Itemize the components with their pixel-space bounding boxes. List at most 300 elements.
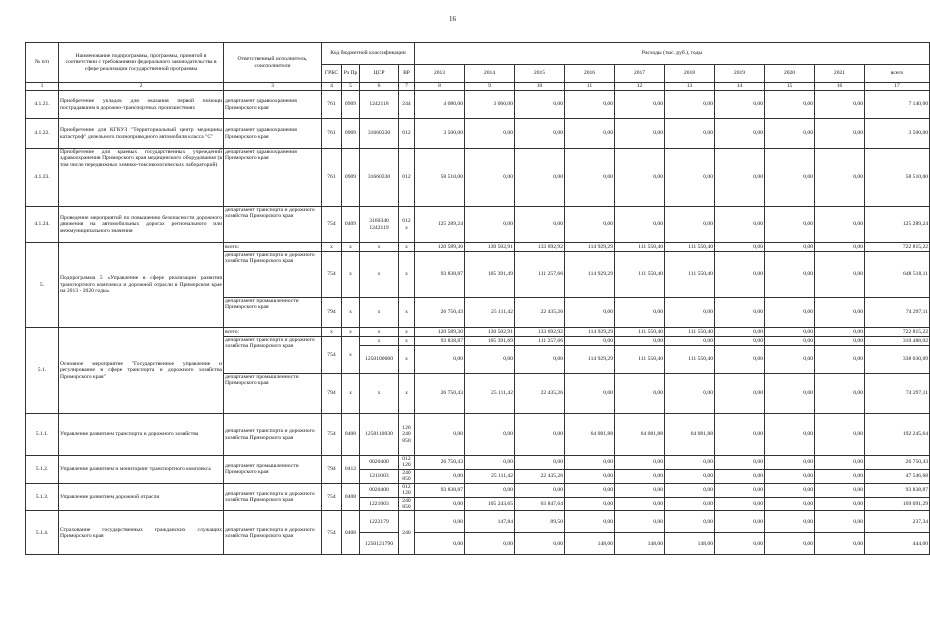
row-value: 0,00 (565, 91, 615, 119)
row-value: 0,00 (765, 149, 815, 207)
col-number: 1 (26, 83, 59, 91)
row-value: 130 502,91 (465, 328, 515, 337)
row-value: 0,00 (465, 119, 515, 149)
row-executor: департамент здравоохранения Приморского края (224, 119, 322, 149)
row-value: 64 081,88 (665, 414, 715, 456)
row-csr: 1242118 (360, 91, 399, 119)
row-value: 0,00 (715, 456, 765, 470)
row-grbs: 754 (322, 252, 342, 298)
row-value: 58 510,00 (415, 149, 465, 207)
row-rzpr: 0909 (342, 119, 360, 149)
row-total: 74 297,11 (865, 374, 930, 414)
row-rzpr: x (342, 374, 360, 414)
row-value: 0,00 (715, 497, 765, 511)
row-vr-line: 012 (402, 218, 411, 225)
row-value: 0,00 (815, 414, 865, 456)
row-value: 0,00 (815, 456, 865, 470)
row-value: 0,00 (515, 456, 565, 470)
row-value: 25 111,42 (465, 298, 515, 328)
row-vr: x (399, 298, 415, 328)
row-grbs: 761 (322, 149, 342, 207)
row-csr: x (360, 298, 399, 328)
row-value: 0,00 (715, 469, 765, 483)
row-csr: 1250110030 (360, 414, 399, 456)
header-code-group: Код бюджетной классификации (322, 43, 415, 65)
row-name: Управление развитием дорожной отрасли (59, 483, 224, 511)
row-value: 0,00 (615, 456, 665, 470)
row-value: 0,00 (565, 149, 615, 207)
row-value: 26 750,43 (415, 298, 465, 328)
table-row (26, 328, 930, 337)
row-value: 0,00 (665, 511, 715, 533)
row-value: 0,00 (815, 91, 865, 119)
row-value: 0,00 (615, 497, 665, 511)
row-value: 0,00 (465, 207, 515, 243)
row-value: 111 550,40 (665, 346, 715, 374)
row-num: 5.1.3. (26, 483, 59, 511)
col-number: 4 (322, 83, 342, 91)
row-value: 0,00 (465, 346, 515, 374)
col-number: 12 (615, 83, 665, 91)
row-num: 4.1.22. (26, 119, 59, 149)
row-value: 0,00 (415, 469, 465, 483)
row-value: 0,00 (715, 207, 765, 243)
row-name: Подпрограмма 5 «Управление в сфере реализации развития транспортного комплекса и дорожной отрасли в Приморском крае на 2013 - 2020 годы» (59, 243, 224, 328)
row-total: 47 546,68 (865, 469, 930, 483)
row-value: 93 838,87 (415, 252, 465, 298)
row-name: Приобретение укладок для оказания первой помощи пострадавшим в дорожно-транспортных происшествиях (59, 91, 224, 119)
row-value: 111 550,40 (615, 346, 665, 374)
row-value: 64 081,88 (615, 414, 665, 456)
row-value: 0,00 (715, 414, 765, 456)
row-value: 111 550,40 (615, 328, 665, 337)
header-year: 2017 (615, 65, 665, 83)
row-csr: x (360, 328, 399, 337)
row-value: 120 589,30 (415, 328, 465, 337)
row-value: 0,00 (465, 533, 515, 555)
row-vr: 012 (399, 119, 415, 149)
row-value: 0,00 (715, 119, 765, 149)
row-vr: x (399, 337, 415, 346)
row-grbs: 761 (322, 119, 342, 149)
col-number: 11 (565, 83, 615, 91)
row-vr: 120 240 850 (399, 414, 415, 456)
row-value: 133 692,92 (515, 328, 565, 337)
row-value: 0,00 (665, 91, 715, 119)
row-total: 648 518,11 (865, 252, 930, 298)
row-value: 0,00 (515, 149, 565, 207)
row-value: 0,00 (415, 346, 465, 374)
row-csr: x (360, 374, 399, 414)
row-name: Управление развитием транспорта и дорожного хозяйства (59, 414, 224, 456)
row-value: 0,00 (515, 346, 565, 374)
row-rzpr: 0408 (342, 483, 360, 511)
table-row (26, 511, 930, 533)
row-value: 0,00 (815, 346, 865, 374)
row-value: 0,00 (815, 119, 865, 149)
col-number: 17 (865, 83, 930, 91)
row-csr (360, 207, 399, 243)
row-value: 114 929,29 (565, 252, 615, 298)
row-value: 0,00 (615, 149, 665, 207)
header-year: 2020 (765, 65, 815, 83)
row-value: 0,00 (615, 374, 665, 414)
row-value: 0,00 (565, 511, 615, 533)
row-total: 26 750,43 (865, 456, 930, 470)
row-value: 114 929,29 (565, 346, 615, 374)
row-value: 125 289,24 (415, 207, 465, 243)
row-name: Приобретение для КГКУЗ "Территориальный центр медицины катастроф" дизельного полноприводного автомобиля класса "С" (59, 119, 224, 149)
col-number: 15 (765, 83, 815, 91)
row-value: 0,00 (665, 298, 715, 328)
row-value: 0,00 (415, 511, 465, 533)
row-name: Основное мероприятие "Государственное управление и регулирование в сфере транспорта и дорожного хозяйства Приморского края" (59, 328, 224, 414)
row-rzpr: x (342, 243, 360, 252)
row-value: 0,00 (815, 511, 865, 533)
row-num: 5.1.1. (26, 414, 59, 456)
row-value: 148,00 (565, 533, 615, 555)
row-value: 0,00 (665, 207, 715, 243)
row-value: 26 750,43 (415, 374, 465, 414)
row-value: 114 929,29 (565, 328, 615, 337)
row-value: 64 081,88 (565, 414, 615, 456)
header-name: Наименование подпрограммы, программы, принятой в соответствии с требованиями федерального законодательства в сфере реализации государственной программы (59, 43, 224, 83)
row-csr: x (360, 337, 399, 346)
row-value: 0,00 (565, 337, 615, 346)
row-executor: всего: (224, 243, 322, 252)
row-value: 0,00 (765, 469, 815, 483)
header-total: всего (865, 65, 930, 83)
col-number: 5 (342, 83, 360, 91)
row-value: 0,00 (765, 207, 815, 243)
row-value: 0,00 (515, 483, 565, 497)
row-value: 0,00 (565, 497, 615, 511)
row-value: 0,00 (615, 207, 665, 243)
row-value: 0,00 (765, 119, 815, 149)
row-total: 169 091,29 (865, 497, 930, 511)
row-total: 722 815,22 (865, 243, 930, 252)
row-total: 338 030,09 (865, 346, 930, 374)
row-grbs: 794 (322, 374, 342, 414)
col-number: 7 (399, 83, 415, 91)
row-value: 0,00 (615, 469, 665, 483)
row-num: 5.1.4. (26, 511, 59, 555)
row-value: 147,84 (465, 511, 515, 533)
row-total: 444,00 (865, 533, 930, 555)
row-grbs: x (322, 243, 342, 252)
row-vr-line: x (405, 224, 408, 231)
row-value: 0,00 (515, 207, 565, 243)
row-value: 0,00 (615, 337, 665, 346)
header-year: 2016 (565, 65, 615, 83)
row-value: 0,00 (765, 346, 815, 374)
row-num: 5.1.2. (26, 456, 59, 484)
row-value: 0,00 (815, 497, 865, 511)
row-num: 4.1.24. (26, 207, 59, 243)
row-value: 0,00 (515, 533, 565, 555)
row-value: 0,00 (565, 483, 615, 497)
row-csr-line: 1242119 (369, 224, 389, 231)
row-value: 0,00 (765, 91, 815, 119)
row-value: 22 435,26 (515, 374, 565, 414)
row-value: 0,00 (715, 511, 765, 533)
row-value: 0,00 (715, 374, 765, 414)
row-num: 5. (26, 243, 59, 328)
row-value: 0,00 (815, 483, 865, 497)
row-value: 0,00 (665, 456, 715, 470)
row-vr (399, 207, 415, 243)
column-number-row (26, 83, 930, 91)
row-value: 0,00 (415, 497, 465, 511)
row-value: 0,00 (615, 483, 665, 497)
row-value: 0,00 (765, 483, 815, 497)
row-value: 0,00 (665, 374, 715, 414)
row-csr: 1211003 (360, 469, 399, 483)
row-grbs: x (322, 328, 342, 337)
row-executor: департамент промышленности Приморского края (224, 374, 322, 414)
row-grbs: 754 (322, 511, 342, 555)
row-executor: департамент здравоохранения Приморского края (224, 91, 322, 119)
row-csr: 1221003 (360, 497, 399, 511)
row-value: 0,00 (565, 374, 615, 414)
row-rzpr: x (342, 298, 360, 328)
row-value: 0,00 (715, 328, 765, 337)
row-csr: 0020400 (360, 456, 399, 470)
row-vr: 244 (399, 91, 415, 119)
row-executor: департамент транспорта и дорожного хозяйства Приморского края (224, 414, 322, 456)
row-value: 63 847,64 (515, 497, 565, 511)
header-grbs: ГРБС (322, 65, 342, 83)
row-total: 310 488,02 (865, 337, 930, 346)
row-executor: всего: (224, 328, 322, 337)
row-executor: департамент здравоохранения Приморского края (224, 149, 322, 207)
row-csr: 31660330 (360, 149, 399, 207)
row-value: 0,00 (715, 337, 765, 346)
row-value: 0,00 (765, 337, 815, 346)
col-number: 8 (415, 83, 465, 91)
row-value: 105 391,69 (465, 337, 515, 346)
row-value: 111 550,40 (665, 243, 715, 252)
row-rzpr: x (342, 252, 360, 298)
col-number: 9 (465, 83, 515, 91)
row-num: 4.1.23. (26, 149, 59, 207)
row-vr: x (399, 346, 415, 374)
row-rzpr: 0412 (342, 456, 360, 484)
header-year: 2013 (415, 65, 465, 83)
row-rzpr: 0408 (342, 511, 360, 555)
row-num: 5.1. (26, 328, 59, 414)
table-row (26, 91, 930, 119)
row-value: 0,00 (615, 511, 665, 533)
row-rzpr: x (342, 328, 360, 337)
header-expenses-group: Расходы (тыс. руб.), годы (415, 43, 930, 65)
row-value: 93 838,87 (415, 483, 465, 497)
row-value: 0,00 (715, 252, 765, 298)
row-value: 114 929,29 (565, 243, 615, 252)
row-vr: 240 850 (399, 497, 415, 511)
row-value: 0,00 (665, 337, 715, 346)
row-total: 93 838,87 (865, 483, 930, 497)
row-value: 0,00 (765, 374, 815, 414)
table-row (26, 149, 930, 207)
page-number: 16 (449, 15, 456, 23)
row-value: 3 500,00 (415, 119, 465, 149)
row-vr: 240 (399, 511, 415, 555)
row-value: 0,00 (415, 414, 465, 456)
header-year: 2018 (665, 65, 715, 83)
table-row (26, 119, 930, 149)
header-year: 2019 (715, 65, 765, 83)
row-value: 0,00 (665, 469, 715, 483)
row-value: 0,00 (815, 374, 865, 414)
row-vr: x (399, 243, 415, 252)
row-value: 0,00 (665, 497, 715, 511)
row-value: 0,00 (815, 252, 865, 298)
row-value: 0,00 (815, 533, 865, 555)
row-grbs: 761 (322, 91, 342, 119)
row-vr: x (399, 374, 415, 414)
col-number: 16 (815, 83, 865, 91)
row-value: 0,00 (565, 469, 615, 483)
row-grbs: 794 (322, 456, 342, 484)
row-value: 0,00 (715, 243, 765, 252)
header-csr: ЦСР (360, 65, 399, 83)
row-value: 0,00 (765, 328, 815, 337)
row-value: 0,00 (815, 298, 865, 328)
row-value: 0,00 (815, 243, 865, 252)
row-num: 4.1.21. (26, 91, 59, 119)
row-value: 0,00 (815, 328, 865, 337)
header-year: 2015 (515, 65, 565, 83)
row-value: 0,00 (765, 298, 815, 328)
row-value: 0,00 (565, 119, 615, 149)
row-value: 0,00 (815, 337, 865, 346)
header-year: 2014 (465, 65, 515, 83)
row-value: 3 060,00 (465, 91, 515, 119)
budget-table (25, 42, 930, 555)
row-value: 0,00 (765, 252, 815, 298)
row-value: 0,00 (815, 149, 865, 207)
row-rzpr: 0909 (342, 149, 360, 207)
table-row (26, 243, 930, 252)
row-value: 0,00 (715, 298, 765, 328)
row-value: 0,00 (465, 149, 515, 207)
row-csr: x (360, 252, 399, 298)
row-value: 89,50 (515, 511, 565, 533)
row-value: 0,00 (565, 207, 615, 243)
row-value: 0,00 (515, 414, 565, 456)
row-value: 0,00 (765, 414, 815, 456)
row-value: 105 391,49 (465, 252, 515, 298)
row-value: 0,00 (465, 414, 515, 456)
row-value: 111 550,40 (615, 243, 665, 252)
row-total: 125 289,24 (865, 207, 930, 243)
row-value: 111 257,66 (515, 252, 565, 298)
row-total: 7 140,00 (865, 91, 930, 119)
row-value: 133 692,92 (515, 243, 565, 252)
row-name: Управление развитием и мониторинг транспортного комплекса (59, 456, 224, 484)
row-value: 105 243,65 (465, 497, 515, 511)
header-executor: Ответственный исполнитель, соисполнители (224, 43, 322, 83)
row-value: 0,00 (715, 346, 765, 374)
row-value: 22 435,26 (515, 469, 565, 483)
row-value: 0,00 (715, 149, 765, 207)
col-number: 13 (665, 83, 715, 91)
row-value: 0,00 (665, 483, 715, 497)
row-value: 93 838,87 (415, 337, 465, 346)
row-grbs: 754 (322, 207, 342, 243)
row-executor: департамент транспорта и дорожного хозяйства Приморского края (224, 252, 322, 298)
row-csr: 1250121790 (360, 533, 399, 555)
row-name: Страхование государственных гражданских служащих Приморского края (59, 511, 224, 555)
row-name: Проведение мероприятий по повышению безопасности дорожного движения на автомобильных дорогах регионального или межмуниципального значения (59, 207, 224, 243)
col-number: 10 (515, 83, 565, 91)
row-value: 0,00 (765, 456, 815, 470)
row-value: 0,00 (565, 456, 615, 470)
row-vr: x (399, 328, 415, 337)
row-value: 0,00 (715, 91, 765, 119)
row-value: 0,00 (765, 511, 815, 533)
header-year: 2021 (815, 65, 865, 83)
row-value: 4 080,00 (415, 91, 465, 119)
row-vr: 012 (399, 149, 415, 207)
row-total: 74 297,11 (865, 298, 930, 328)
row-csr-line: 3160340 (369, 218, 389, 225)
row-total: 58 510,00 (865, 149, 930, 207)
row-value: 0,00 (665, 149, 715, 207)
table-row (26, 414, 930, 456)
row-grbs: 754 (322, 483, 342, 511)
col-number: 3 (224, 83, 322, 91)
row-value: 0,00 (465, 456, 515, 470)
row-csr: 1222179 (360, 511, 399, 533)
table-row (26, 483, 930, 497)
row-value: 0,00 (515, 119, 565, 149)
row-value: 111 550,40 (615, 252, 665, 298)
row-executor: департамент промышленности Приморского края (224, 456, 322, 484)
row-vr: 240 850 (399, 469, 415, 483)
col-number: 14 (715, 83, 765, 91)
table-row (26, 456, 930, 470)
row-value: 22 435,26 (515, 298, 565, 328)
row-executor: департамент транспорта и дорожного хозяйства Приморского края (224, 207, 322, 243)
row-value: 120 589,30 (415, 243, 465, 252)
row-value: 0,00 (615, 298, 665, 328)
row-value: 111 257,66 (515, 337, 565, 346)
row-value: 0,00 (615, 119, 665, 149)
row-grbs: 754 (322, 337, 342, 374)
row-rzpr: x (342, 337, 360, 374)
row-value: 0,00 (565, 298, 615, 328)
row-vr: x (399, 252, 415, 298)
row-value: 0,00 (415, 533, 465, 555)
row-csr: 0020400 (360, 483, 399, 497)
row-executor: департамент транспорта и дорожного хозяйства Приморского края (224, 337, 322, 374)
row-csr: 31660330 (360, 119, 399, 149)
row-value: 0,00 (765, 243, 815, 252)
row-value: 0,00 (765, 533, 815, 555)
row-value: 0,00 (765, 497, 815, 511)
row-rzpr: 0408 (342, 414, 360, 456)
row-value: 0,00 (665, 119, 715, 149)
row-value: 26 750,43 (415, 456, 465, 470)
col-number: 2 (59, 83, 224, 91)
row-grbs: 794 (322, 298, 342, 328)
row-grbs: 754 (322, 414, 342, 456)
row-value: 0,00 (815, 469, 865, 483)
table-row (26, 207, 930, 243)
header-vr: ВР (399, 65, 415, 83)
